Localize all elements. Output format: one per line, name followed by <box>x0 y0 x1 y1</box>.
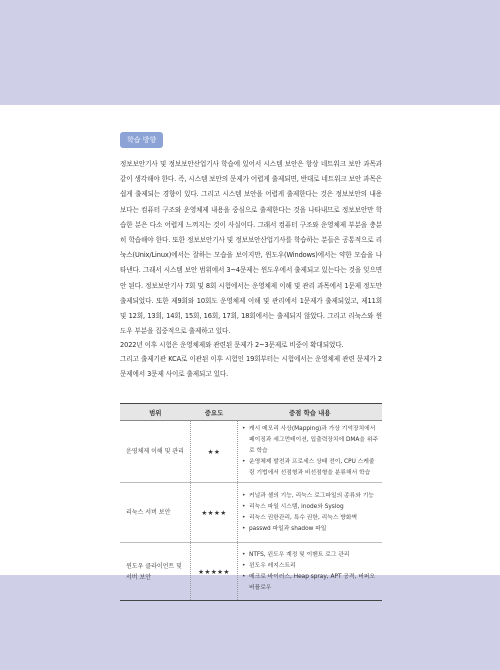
page <box>0 105 500 591</box>
topics-cell <box>238 483 383 543</box>
section-badge: 학습 방향 <box>120 132 163 148</box>
header-topics: 중점 학습 내용 <box>238 404 383 421</box>
topic-item: • 리눅스 권한관리, 특수 권한, 리눅스 방화벽 <box>249 513 380 524</box>
area-cell: 윈도우 클라이언트 및 서버 보안 <box>120 543 191 601</box>
topic-item: • 리눅스 파일 시스템, inode와 Syslog <box>249 502 380 513</box>
topic-item: • passwd 파일과 shadow 파일 <box>249 524 380 535</box>
topic-item: • NTFS, 윈도우 계정 및 이벤트 로그 관리 <box>249 550 380 561</box>
area-cell: 운영체제 이해 및 관리 <box>120 421 191 483</box>
paragraph: 그리고 출제기관 KCA로 이관된 이후 시험인 19회부터는 시험에서는 운영체제 관련 문제가 2문제에서 3문제 사이로 출제되고 있다. <box>120 355 382 379</box>
topic-item: • 운영체제 발전과 프로세스 상태 전이, CPU 스케줄링 기법에서 선점형과 비선점형을 분류해서 학습 <box>249 457 380 479</box>
table-row <box>120 543 382 601</box>
topics-cell <box>238 421 383 483</box>
topic-item: • 캐시 메모리 사상(Mapping)과 가상 기억장치에서 페이징과 세그먼테이션, 입출력장치에 DMA을 위주로 학습 <box>249 424 380 457</box>
importance-stars: ★★ <box>191 421 238 483</box>
table-row <box>120 421 382 483</box>
paragraph: 정보보안기사 및 정보보안산업기사 학습에 있어서 시스템 보안은 항상 네트워크 보안 과목과 같이 생각해야 한다. 즉, 시스템 보안의 문제가 어렵게 출제되면, 반대로 네트워크 보안 과목은 쉽게 출제되는 경향이 있다. 그리고 시스템 보안을 어렵게 출제한다는 것은 정보보안의 내용보다는 컴퓨터 구조와 운영체제 내용을 중심으로 출제한다는 것을 나타내므로 정보보안만 학습한 분은 다소 어렵게 느껴지는 것이 사실이다. 그래서 컴퓨터 구조와 운영체제 부분을 충분히 학습해야 한다. 또한 정보보안기사 및 정보보안산업기사를 학습하는 분들은 공통적으로 리눅스(Unix/Linux)에서는 잘하는 모습을 보이지만, 윈도우(Windows)에서는 약한 모습을 나타낸다. 그래서 시스템 보안 범위에서 3~4문제는 윈도우에서 출제되고 있는다는 것을 잊으면 안 된다. 정보보안기사 7회 및 8회 시험에서는 운영체제 이해 및 관리 과목에서 1문제 정도만 출제되었다. 또한 제9회와 10회도 운영체제 이해 및 관리에서 1문제가 출제되었고, 제11회 및 12회, 13회, 14회, 15회, 16회, 17회, 18회에서는 출제되지 않았다. 그리고 리눅스와 윈도우 부분을 집중적으로 출제하고 있다. <box>120 160 382 336</box>
importance-stars: ★★★★ <box>191 483 238 543</box>
topic-item: • 윈도우 레지스트리 <box>249 561 380 572</box>
paragraph: 2022년 이후 시험은 운영체제와 관련된 문제가 2~3문제로 비중이 확대되었다. <box>120 341 344 350</box>
table-header-row <box>120 404 382 421</box>
header-importance: 중요도 <box>191 404 238 421</box>
importance-stars: ★★★★★ <box>191 543 238 601</box>
area-cell: 리눅스 서버 보안 <box>120 483 191 543</box>
header-area: 범위 <box>120 404 191 421</box>
topic-item: • 커널과 셸의 기능, 리눅스 로그파일의 종류와 기능 <box>249 491 380 502</box>
table-row <box>120 483 382 543</box>
topics-cell <box>238 543 383 601</box>
study-table <box>120 403 382 601</box>
body-text <box>120 157 382 382</box>
topic-item: • 메크로 바이러스, Heap spray, APT 공격, 버퍼오버플로우 <box>249 572 380 594</box>
